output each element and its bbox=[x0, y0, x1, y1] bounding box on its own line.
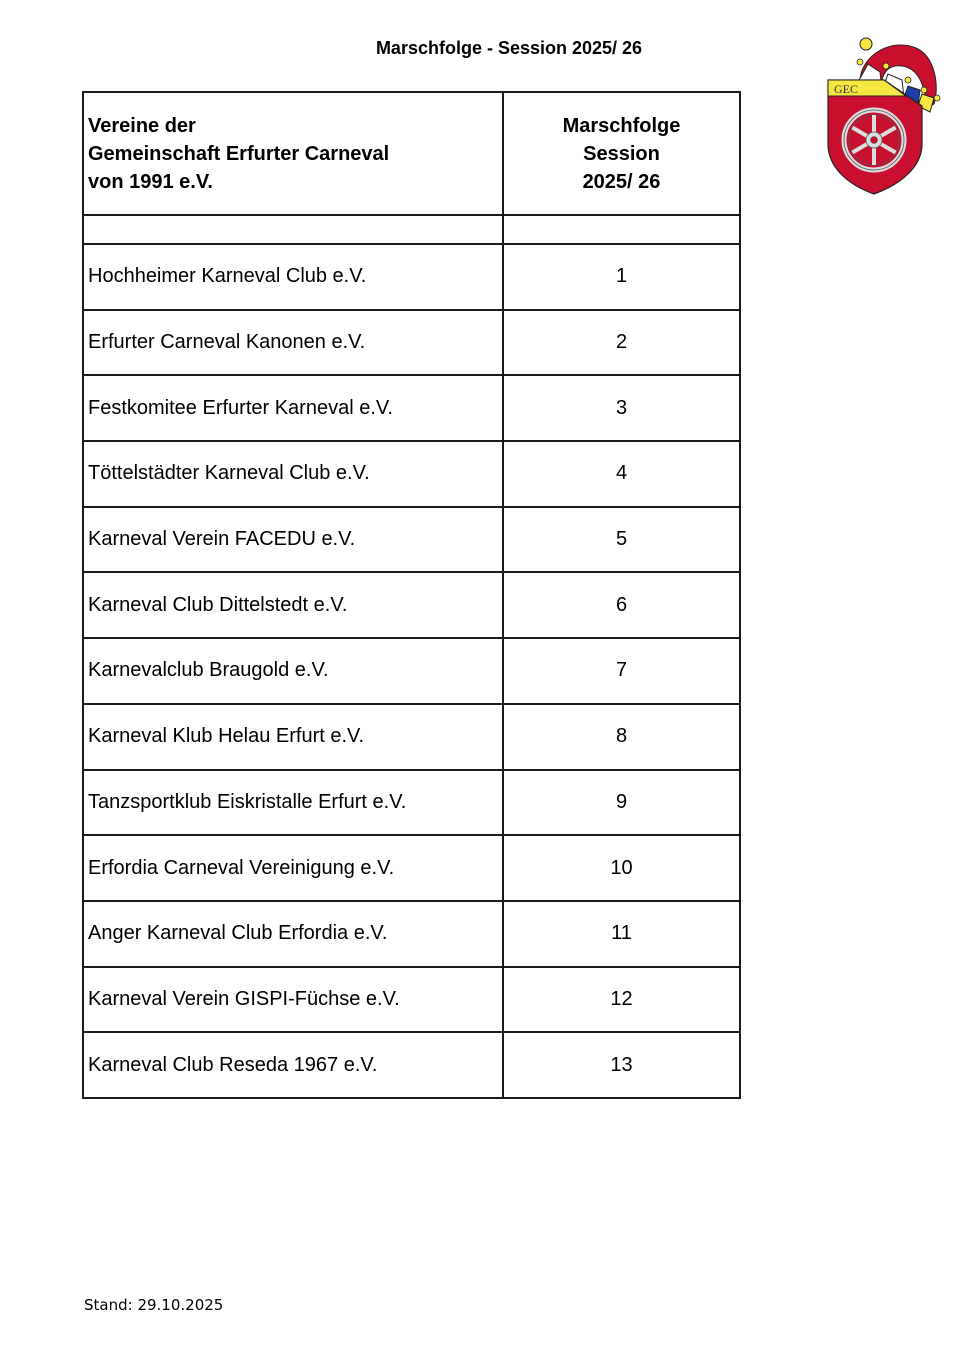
header-clubs bbox=[83, 92, 503, 215]
table-row bbox=[83, 1032, 740, 1098]
club-name: Erfordia Carneval Vereinigung e.V. bbox=[83, 835, 503, 901]
march-order: 10 bbox=[503, 835, 740, 901]
table-row bbox=[83, 835, 740, 901]
club-name: Hochheimer Karneval Club e.V. bbox=[83, 244, 503, 310]
march-order: 5 bbox=[503, 507, 740, 573]
club-name: Anger Karneval Club Erfordia e.V. bbox=[83, 901, 503, 967]
table-row bbox=[83, 375, 740, 441]
table-row bbox=[83, 901, 740, 967]
table-row bbox=[83, 967, 740, 1033]
march-order: 4 bbox=[503, 441, 740, 507]
table-row bbox=[83, 441, 740, 507]
club-name: Karnevalclub Braugold e.V. bbox=[83, 638, 503, 704]
header-order bbox=[503, 92, 740, 215]
march-order: 6 bbox=[503, 572, 740, 638]
table-row bbox=[83, 507, 740, 573]
empty-cell bbox=[83, 215, 503, 244]
table-row bbox=[83, 770, 740, 836]
march-order: 12 bbox=[503, 967, 740, 1033]
club-name: Karneval Verein GISPI-Füchse e.V. bbox=[83, 967, 503, 1033]
table-row bbox=[83, 244, 740, 310]
march-order: 2 bbox=[503, 310, 740, 376]
gec-logo bbox=[822, 34, 942, 196]
table-row bbox=[83, 310, 740, 376]
club-name: Karneval Klub Helau Erfurt e.V. bbox=[83, 704, 503, 770]
table-header-row bbox=[83, 92, 740, 215]
club-name: Karneval Club Dittelstedt e.V. bbox=[83, 572, 503, 638]
table-spacer-row bbox=[83, 215, 740, 244]
club-name: Karneval Verein FACEDU e.V. bbox=[83, 507, 503, 573]
document-title: Marschfolge - Session 2025/ 26 bbox=[375, 38, 643, 58]
empty-cell bbox=[503, 215, 740, 244]
marschfolge-table bbox=[82, 91, 741, 1099]
stand-date: Stand: 29.10.2025 bbox=[84, 1296, 224, 1314]
march-order: 13 bbox=[503, 1032, 740, 1098]
club-name: Erfurter Carneval Kanonen e.V. bbox=[83, 310, 503, 376]
header-clubs-line: Vereine der bbox=[88, 114, 196, 137]
header-order-line: Marschfolge bbox=[562, 114, 681, 137]
header-clubs-line: Gemeinschaft Erfurter Carneval bbox=[88, 142, 390, 165]
header-order-line: Session bbox=[583, 142, 660, 165]
march-order: 7 bbox=[503, 638, 740, 704]
header-clubs-line: von 1991 e.V. bbox=[88, 170, 213, 193]
table-row bbox=[83, 638, 740, 704]
march-order: 8 bbox=[503, 704, 740, 770]
club-name: Karneval Club Reseda 1967 e.V. bbox=[83, 1032, 503, 1098]
march-order: 11 bbox=[503, 901, 740, 967]
club-name: Töttelstädter Karneval Club e.V. bbox=[83, 441, 503, 507]
march-order: 1 bbox=[503, 244, 740, 310]
club-name: Festkomitee Erfurter Karneval e.V. bbox=[83, 375, 503, 441]
header-order-line: 2025/ 26 bbox=[582, 170, 661, 193]
march-order: 9 bbox=[503, 770, 740, 836]
table-row bbox=[83, 704, 740, 770]
svg-text:GEC: GEC bbox=[834, 82, 858, 96]
table-row bbox=[83, 572, 740, 638]
march-order: 3 bbox=[503, 375, 740, 441]
club-name: Tanzsportklub Eiskristalle Erfurt e.V. bbox=[83, 770, 503, 836]
